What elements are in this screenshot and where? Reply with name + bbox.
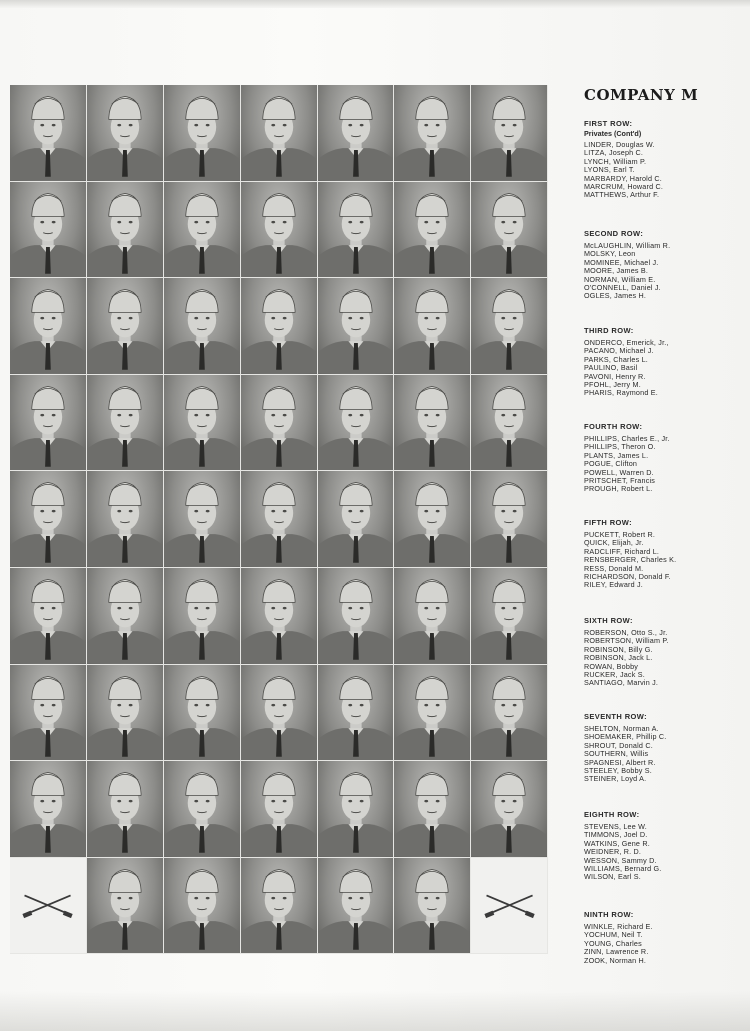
- row-heading: FOURTH ROW:: [584, 422, 643, 431]
- soldier-portrait-icon: [471, 568, 547, 664]
- portrait: [164, 858, 241, 955]
- roster-name: MARBARDY, Harold C.: [584, 173, 662, 183]
- roster-row-8: [584, 810, 662, 882]
- roster-name: ROBINSON, Jack L.: [584, 653, 653, 663]
- portrait: [10, 182, 87, 279]
- portrait: [241, 665, 318, 762]
- roster-name: WATKINS, Gene R.: [584, 838, 650, 848]
- roster-name: LITZA, Joseph C.: [584, 148, 644, 158]
- insignia-cell: [471, 858, 548, 955]
- roster-name: STEINER, Loyd A.: [584, 774, 647, 784]
- soldier-portrait-icon: [318, 665, 394, 761]
- roster-name: PHILLIPS, Charles E., Jr.: [584, 434, 670, 443]
- portrait: [318, 568, 395, 665]
- portrait: [471, 375, 548, 472]
- soldier-portrait-icon: [164, 278, 240, 374]
- portrait: [471, 568, 548, 665]
- roster-row-6: [584, 616, 669, 688]
- roster-name: RICHARDSON, Donald F.: [584, 572, 671, 582]
- row-heading: THIRD ROW:: [584, 326, 634, 335]
- soldier-portrait-icon: [241, 568, 317, 664]
- soldier-portrait-icon: [241, 761, 317, 857]
- soldier-portrait-icon: [241, 85, 317, 181]
- portrait: [394, 761, 471, 858]
- row-heading: SEVENTH ROW:: [584, 712, 647, 721]
- roster-name: RENSBERGER, Charles K.: [584, 555, 677, 565]
- roster-name: RUCKER, Jack S.: [584, 670, 645, 680]
- roster-name: WILSON, Earl S.: [584, 872, 641, 882]
- portrait: [10, 761, 87, 858]
- portrait: [394, 471, 471, 568]
- name-list: [584, 242, 670, 301]
- name-list: [584, 339, 669, 398]
- roster-name: WINKLE, Richard E.: [584, 922, 653, 931]
- soldier-portrait-icon: [318, 85, 394, 181]
- row-heading: NINTH ROW:: [584, 910, 634, 919]
- portrait: [241, 858, 318, 955]
- portrait: [471, 182, 548, 279]
- soldier-portrait-icon: [471, 665, 547, 761]
- portrait: [241, 375, 318, 472]
- name-list: [584, 725, 666, 784]
- portrait: [87, 85, 164, 182]
- name-list: [584, 531, 676, 590]
- soldier-portrait-icon: [394, 858, 470, 954]
- soldier-portrait-icon: [394, 568, 470, 664]
- portrait: [394, 182, 471, 279]
- portrait: [10, 375, 87, 472]
- insignia-cell: [10, 858, 87, 955]
- portrait: [87, 568, 164, 665]
- roster-name: PARKS, Charles L.: [584, 354, 648, 364]
- portrait: [318, 182, 395, 279]
- soldier-portrait-icon: [471, 375, 547, 471]
- portrait: [10, 85, 87, 182]
- portrait: [164, 375, 241, 472]
- soldier-portrait-icon: [10, 471, 86, 567]
- row-heading: FIFTH ROW:: [584, 518, 633, 527]
- portrait: [164, 665, 241, 762]
- portrait: [164, 278, 241, 375]
- roster-name: PACANO, Michael J.: [584, 346, 654, 356]
- soldier-portrait-icon: [471, 761, 547, 857]
- soldier-portrait-icon: [87, 665, 163, 761]
- portrait: [87, 375, 164, 472]
- portrait: [164, 471, 241, 568]
- roster-name: PFOHL, Jerry M.: [584, 380, 641, 390]
- portrait: [394, 858, 471, 955]
- roster-panel: [584, 86, 744, 965]
- soldier-portrait-icon: [318, 471, 394, 567]
- portrait: [318, 761, 395, 858]
- soldier-portrait-icon: [471, 471, 547, 567]
- soldier-portrait-icon: [241, 375, 317, 471]
- crossed-rifles-icon: [483, 886, 536, 924]
- roster-name: POWELL, Warren D.: [584, 467, 654, 477]
- soldier-portrait-icon: [471, 182, 547, 278]
- soldier-portrait-icon: [87, 375, 163, 471]
- soldier-portrait-icon: [87, 471, 163, 567]
- roster-row-1: [584, 119, 663, 200]
- name-list: [584, 923, 653, 965]
- portrait: [471, 471, 548, 568]
- roster-name: RILEY, Edward J.: [584, 580, 643, 590]
- soldier-portrait-icon: [394, 761, 470, 857]
- name-list: [584, 823, 662, 882]
- name-list: [584, 435, 670, 494]
- roster-name: PLANTS, James L.: [584, 450, 649, 460]
- portrait: [318, 665, 395, 762]
- soldier-portrait-icon: [164, 761, 240, 857]
- roster-name: ROBERTSON, William P.: [584, 636, 669, 646]
- roster-name: SHROUT, Donald C.: [584, 740, 653, 750]
- soldier-portrait-icon: [164, 182, 240, 278]
- roster-name: SHELTON, Norman A.: [584, 724, 659, 733]
- portrait: [318, 375, 395, 472]
- soldier-portrait-icon: [87, 278, 163, 374]
- soldier-portrait-icon: [394, 278, 470, 374]
- roster-name: PAVONI, Henry R.: [584, 371, 646, 381]
- portrait: [241, 182, 318, 279]
- roster-name: NORMAN, William E.: [584, 274, 656, 284]
- soldier-portrait-icon: [318, 182, 394, 278]
- soldier-portrait-icon: [318, 375, 394, 471]
- roster-name: PAULINO, Basil: [584, 363, 638, 373]
- portrait: [241, 471, 318, 568]
- portrait: [87, 278, 164, 375]
- portrait: [164, 568, 241, 665]
- roster-name: PRITSCHET, Francis: [584, 476, 656, 486]
- roster-name: SPAGNESI, Albert R.: [584, 757, 656, 767]
- roster-row-5: [584, 518, 676, 590]
- soldier-portrait-icon: [394, 471, 470, 567]
- soldier-portrait-icon: [87, 858, 163, 954]
- portrait: [471, 761, 548, 858]
- soldier-portrait-icon: [318, 278, 394, 374]
- row-heading: SECOND ROW:: [584, 229, 644, 238]
- soldier-portrait-icon: [87, 182, 163, 278]
- roster-name: PHARIS, Raymond E.: [584, 388, 658, 398]
- roster-name: YOUNG, Charles: [584, 938, 642, 948]
- roster-name: ZINN, Lawrence R.: [584, 947, 649, 957]
- roster-name: MATTHEWS, Arthur F.: [584, 190, 660, 200]
- roster-name: LINDER, Douglas W.: [584, 140, 655, 149]
- portrait: [471, 278, 548, 375]
- portrait: [10, 278, 87, 375]
- portrait: [10, 471, 87, 568]
- soldier-portrait-icon: [10, 568, 86, 664]
- portrait: [241, 278, 318, 375]
- soldier-portrait-icon: [241, 278, 317, 374]
- row-heading: SIXTH ROW:: [584, 616, 633, 625]
- roster-name: STEVENS, Lee W.: [584, 822, 647, 831]
- portrait: [87, 665, 164, 762]
- roster-row-3: [584, 326, 669, 398]
- portrait: [164, 761, 241, 858]
- soldier-portrait-icon: [87, 761, 163, 857]
- roster-name: MOLSKY, Leon: [584, 249, 636, 259]
- soldier-portrait-icon: [10, 761, 86, 857]
- name-list: [584, 629, 669, 688]
- roster-name: ONDERCO, Emerick, Jr.,: [584, 338, 669, 347]
- roster-name: PUCKETT, Robert R.: [584, 530, 656, 539]
- soldier-portrait-icon: [471, 85, 547, 181]
- roster-name: ROBERSON, Otto S., Jr.: [584, 628, 668, 637]
- portrait: [164, 182, 241, 279]
- row-heading: EIGHTH ROW:: [584, 810, 640, 819]
- scan-edge: [0, 0, 750, 8]
- roster-name: OGLES, James H.: [584, 291, 647, 301]
- soldier-portrait-icon: [318, 568, 394, 664]
- roster-name: McLAUGHLIN, William R.: [584, 241, 671, 250]
- soldier-portrait-icon: [164, 85, 240, 181]
- roster-name: WESSON, Sammy D.: [584, 855, 657, 865]
- portrait: [164, 85, 241, 182]
- roster-name: PROUGH, Robert L.: [584, 484, 653, 494]
- roster-row-7: [584, 712, 666, 784]
- roster-row-4: [584, 422, 670, 494]
- roster-name: O'CONNELL, Daniel J.: [584, 283, 661, 293]
- soldier-portrait-icon: [10, 182, 86, 278]
- soldier-portrait-icon: [10, 375, 86, 471]
- roster-name: SHOEMAKER, Phillip C.: [584, 732, 667, 742]
- soldier-portrait-icon: [10, 278, 86, 374]
- name-list: [584, 141, 663, 200]
- portrait: [10, 568, 87, 665]
- portrait: [10, 665, 87, 762]
- portrait: [394, 375, 471, 472]
- row-heading: FIRST ROW:: [584, 119, 633, 128]
- roster-name: QUICK, Elijah, Jr.: [584, 538, 644, 548]
- roster-name: ROWAN, Bobby: [584, 661, 639, 671]
- roster-name: STEELEY, Bobby S.: [584, 766, 652, 776]
- portrait: [87, 761, 164, 858]
- roster-name: YOCHUM, Neil T.: [584, 930, 643, 940]
- soldier-portrait-icon: [318, 858, 394, 954]
- portrait: [87, 471, 164, 568]
- portrait: [87, 182, 164, 279]
- roster-name: LYONS, Earl T.: [584, 165, 635, 175]
- roster-name: POGUE, Clifton: [584, 459, 638, 469]
- crossed-rifles-icon: [21, 886, 74, 924]
- portrait: [471, 665, 548, 762]
- roster-name: PHILLIPS, Theron O.: [584, 442, 656, 452]
- soldier-portrait-icon: [241, 471, 317, 567]
- soldier-portrait-icon: [164, 375, 240, 471]
- roster-name: MOORE, James B.: [584, 266, 649, 276]
- roster-name: TIMMONS, Joel D.: [584, 830, 648, 840]
- company-title: COMPANY M: [584, 86, 699, 104]
- roster-name: MOMINEE, Michael J.: [584, 257, 659, 267]
- soldier-portrait-icon: [471, 278, 547, 374]
- portrait: [394, 568, 471, 665]
- soldier-portrait-icon: [394, 665, 470, 761]
- roster-name: WEIDNER, R. D.: [584, 847, 642, 857]
- roster-name: LYNCH, William P.: [584, 156, 647, 166]
- portrait: [471, 85, 548, 182]
- soldier-portrait-icon: [241, 182, 317, 278]
- soldier-portrait-icon: [164, 471, 240, 567]
- soldier-portrait-icon: [164, 858, 240, 954]
- roster-name: WILLIAMS, Bernard G.: [584, 864, 662, 874]
- roster-name: SOUTHERN, Willis: [584, 749, 649, 759]
- soldier-portrait-icon: [87, 85, 163, 181]
- soldier-portrait-icon: [394, 85, 470, 181]
- portrait: [318, 278, 395, 375]
- soldier-portrait-icon: [164, 568, 240, 664]
- portrait: [241, 761, 318, 858]
- soldier-portrait-icon: [87, 568, 163, 664]
- portrait: [241, 568, 318, 665]
- roster-row-9: [584, 910, 653, 965]
- soldier-portrait-icon: [394, 375, 470, 471]
- roster-name: RESS, Donald M.: [584, 563, 644, 573]
- roster-name: SANTIAGO, Marvin J.: [584, 678, 659, 688]
- scan-shadow: [0, 991, 750, 1031]
- portrait: [318, 471, 395, 568]
- soldier-portrait-icon: [164, 665, 240, 761]
- soldier-portrait-icon: [10, 85, 86, 181]
- soldier-portrait-icon: [318, 761, 394, 857]
- roster-row-2: [584, 229, 670, 301]
- portrait: [394, 665, 471, 762]
- portrait: [241, 85, 318, 182]
- portrait: [318, 858, 395, 955]
- portrait: [394, 85, 471, 182]
- portrait: [87, 858, 164, 955]
- portrait: [394, 278, 471, 375]
- portrait: [318, 85, 395, 182]
- soldier-portrait-icon: [241, 858, 317, 954]
- row-subheading: Privates (Cont'd): [584, 129, 642, 138]
- soldier-portrait-icon: [394, 182, 470, 278]
- roster-name: ZOOK, Norman H.: [584, 955, 647, 965]
- roster-name: RADCLIFF, Richard L.: [584, 546, 660, 556]
- portrait-grid: [10, 85, 548, 955]
- roster-name: MARCRUM, Howard C.: [584, 182, 664, 192]
- roster-name: ROBINSON, Billy G.: [584, 644, 653, 654]
- soldier-portrait-icon: [241, 665, 317, 761]
- soldier-portrait-icon: [10, 665, 86, 761]
